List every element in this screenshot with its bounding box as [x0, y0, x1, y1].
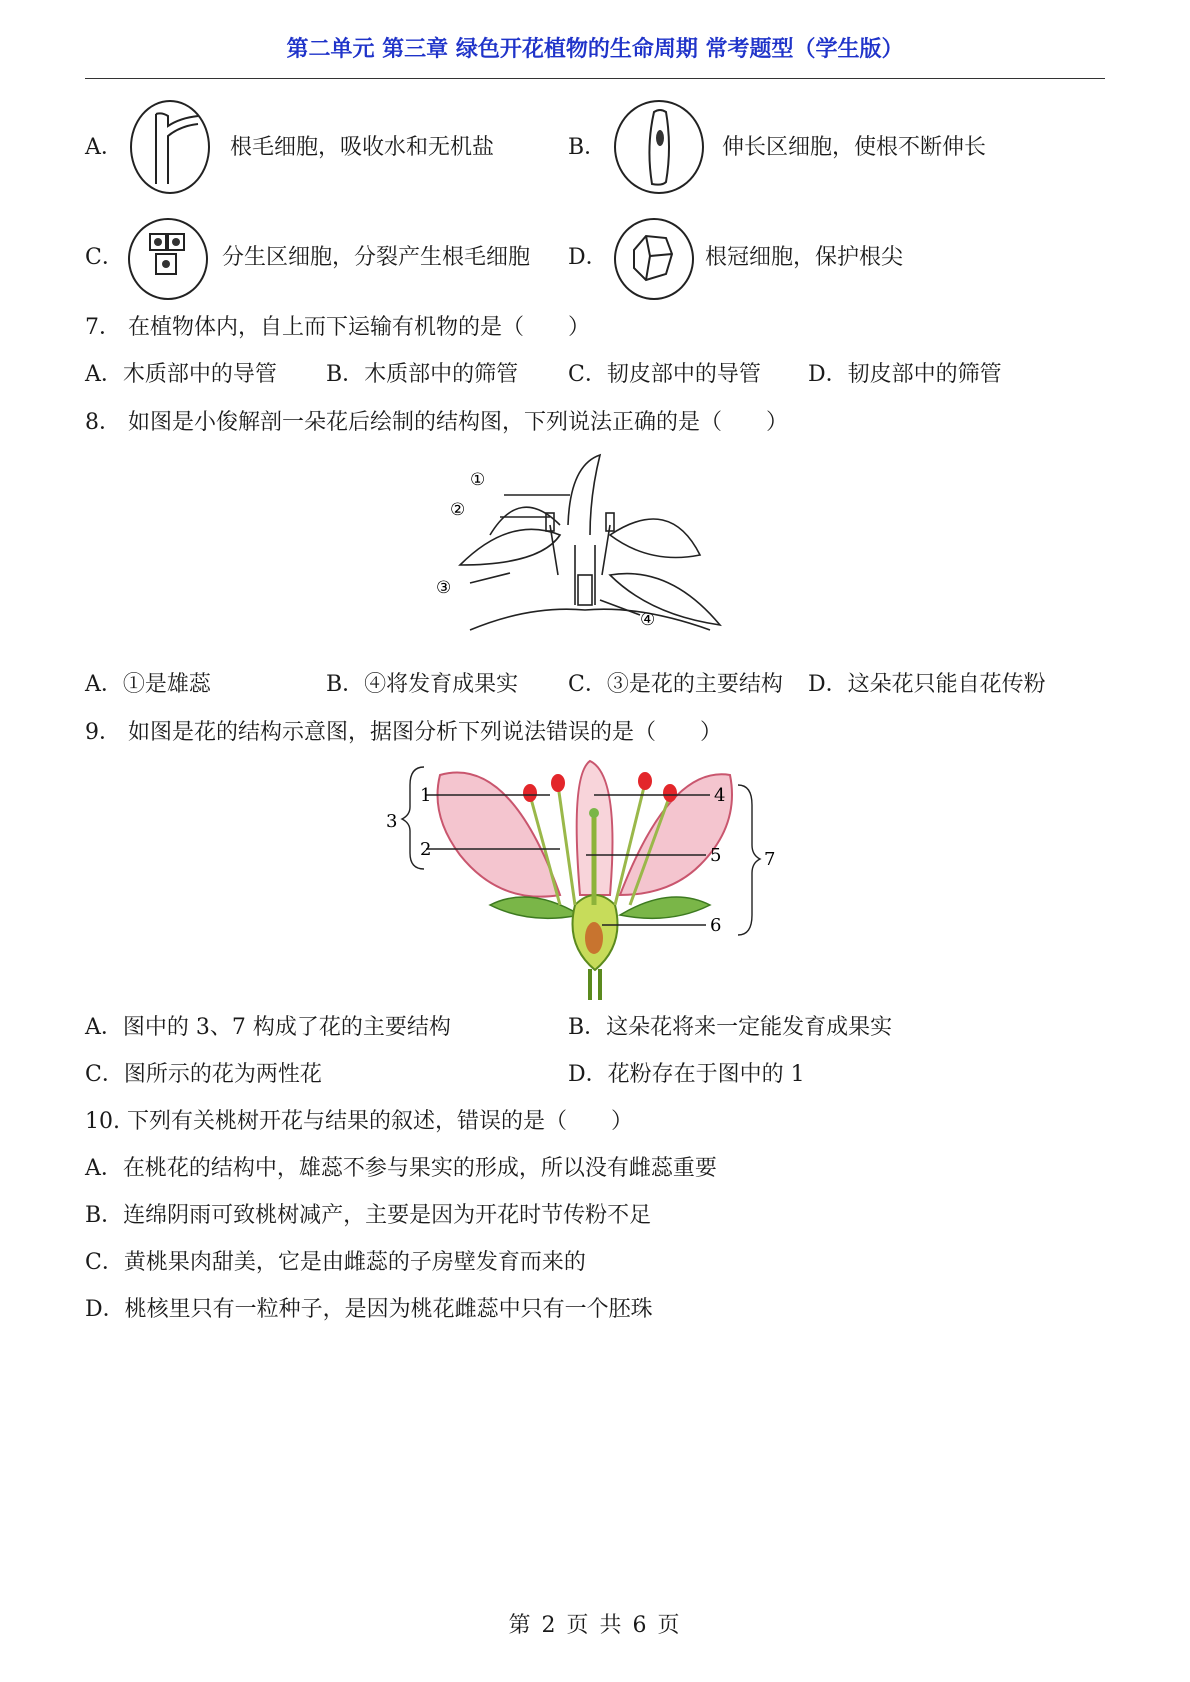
q6-option-a-text: 根毛细胞，吸收水和无机盐 [230, 135, 495, 160]
q9-label-2: 2 [420, 839, 432, 860]
q10-option-b: B．连绵阴雨可致桃树减产，主要是因为开花时节传粉不足 [85, 1203, 652, 1228]
q7-option-a: A．木质部中的导管 [85, 362, 277, 387]
q9-label-4: 4 [714, 785, 726, 806]
q9-label-1: 1 [420, 785, 432, 806]
q9-label-3: 3 [386, 811, 398, 832]
q9-option-a: A．图中的 3、7 构成了花的主要结构 [85, 1015, 451, 1040]
q9-option-d: D．花粉存在于图中的 1 [568, 1062, 805, 1087]
root-cap-cell-drawing [616, 220, 692, 298]
q8-label-2: ② [450, 500, 466, 520]
q9-label-7: 7 [764, 849, 776, 870]
q6-option-d-text: 根冠细胞，保护根尖 [705, 245, 904, 270]
meristem-cell-icon [128, 218, 208, 300]
q8-flower-diagram [436, 455, 730, 635]
q8-label-4: ④ [640, 610, 656, 630]
q8-option-a: A．①是雄蕊 [85, 672, 211, 697]
q10-stem: 10. 下列有关桃树开花与结果的叙述，错误的是（ ） [85, 1109, 633, 1134]
q10-option-c: C．黄桃果肉甜美，它是由雌蕊的子房壁发育而来的 [85, 1250, 586, 1275]
q8-stem: 8． 如图是小俊解剖一朵花后绘制的结构图，下列说法正确的是（ ） [85, 410, 788, 435]
q8-option-b: B．④将发育成果实 [326, 672, 519, 697]
elongation-cell-icon [614, 100, 704, 194]
root-cap-cell-icon [614, 218, 694, 300]
q9-option-b: B．这朵花将来一定能发育成果实 [568, 1015, 893, 1040]
q9-stem: 9． 如图是花的结构示意图，据图分析下列说法错误的是（ ） [85, 720, 722, 745]
q7-option-d: D．韧皮部中的筛管 [808, 362, 1002, 387]
q7-option-b: B．木质部中的筛管 [326, 362, 519, 387]
q9-label-6: 6 [710, 915, 722, 936]
root-hair-cell-drawing [132, 102, 208, 192]
page-number-footer: 第 2 页 共 6 页 [508, 1613, 682, 1638]
header-divider [85, 78, 1105, 79]
q8-label-1: ① [470, 470, 486, 490]
q8-option-c: C．③是花的主要结构 [568, 672, 783, 697]
q7-option-c: C．韧皮部中的导管 [568, 362, 761, 387]
q6-option-c-letter: C． [85, 245, 124, 270]
meristem-cell-drawing [130, 220, 206, 298]
root-hair-cell-icon [130, 100, 210, 194]
q6-option-b-letter: B． [568, 135, 607, 160]
q8-option-d: D．这朵花只能自花传粉 [808, 672, 1046, 697]
page-header-title: 第二单元 第三章 绿色开花植物的生命周期 常考题型（学生版） [286, 37, 904, 62]
q8-label-3: ③ [436, 578, 452, 598]
q9-option-c: C．图所示的花为两性花 [85, 1062, 322, 1087]
q9-flower-diagram [380, 755, 800, 1005]
elongation-cell-drawing [616, 102, 702, 192]
q6-option-a-letter: A． [85, 135, 123, 160]
q6-option-d-letter: D． [568, 245, 608, 270]
q6-option-b-text: 伸长区细胞，使根不断伸长 [722, 135, 987, 160]
q10-option-d: D．桃核里只有一粒种子，是因为桃花雌蕊中只有一个胚珠 [85, 1297, 653, 1322]
q9-label-5: 5 [710, 845, 722, 866]
q10-option-a: A．在桃花的结构中，雄蕊不参与果实的形成，所以没有雌蕊重要 [85, 1156, 717, 1181]
q7-stem: 7． 在植物体内，自上而下运输有机物的是（ ） [85, 315, 590, 340]
q6-option-c-text: 分生区细胞，分裂产生根毛细胞 [222, 245, 531, 270]
